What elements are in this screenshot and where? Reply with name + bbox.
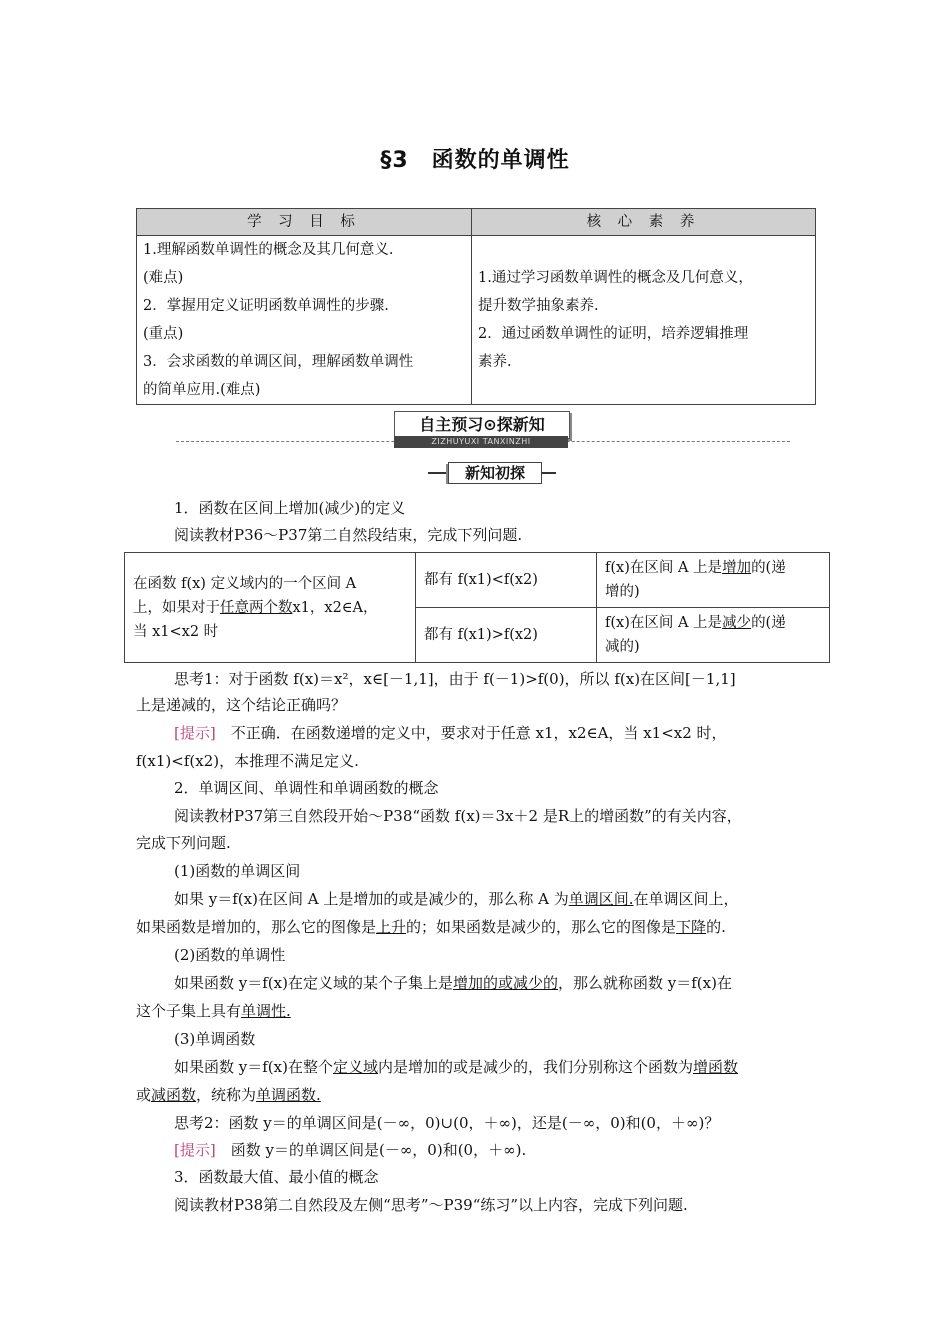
underlined-answer: 减函数 (151, 1086, 197, 1104)
paragraph: 1．函数在区间上增加(减少)的定义 (174, 499, 406, 517)
underlined-answer: 单调函数. (256, 1086, 321, 1104)
hint-label: [提示] (174, 1141, 216, 1159)
goal-line: 3．会求函数的单调区间，理解函数单调性 (143, 354, 414, 370)
paragraph: 阅读教材P36～P37第二自然段结束，完成下列问题. (174, 526, 523, 544)
underlined-answer: 增函数 (693, 1058, 739, 1076)
text: 如果函数 y＝f(x)在定义域的某个子集上是 (174, 974, 453, 992)
hint-text: f(x1)<f(x2)，本推理不满足定义. (136, 752, 359, 770)
text: 这个子集上具有 (136, 1002, 242, 1020)
condition-cell (125, 553, 416, 663)
goals-right-cell (472, 236, 816, 405)
paragraph: 阅读教材P37第三自然段开始～P38“函数 f(x)＝3x＋2 是R上的增函数”的有关内容， (174, 807, 742, 825)
underlined-answer: 单调区间. (568, 890, 634, 908)
goal-line: 1.理解函数单调性的概念及其几何意义. (143, 242, 394, 258)
text: 在单调区间上， (633, 890, 739, 908)
underlined-answer: 定义域 (332, 1058, 378, 1076)
paragraph: 3．函数最大值、最小值的概念 (174, 1168, 379, 1186)
text: 内是增加的或是减少的，我们分别称这个函数为 (377, 1058, 693, 1076)
underlined-answer: 上升 (376, 918, 407, 936)
result-cell (597, 553, 830, 608)
literacy-line: 1.通过学习函数单调性的概念及几何意义， (478, 270, 753, 286)
case-cell: 都有 f(x1)>f(x2) (416, 608, 597, 663)
literacy-line: 素养. (478, 354, 512, 370)
page-title: §3 函数的单调性 (380, 148, 570, 173)
text: 如果函数是增加的，那么它的图像是 (136, 918, 377, 936)
goal-line: (重点) (143, 326, 184, 342)
text: f(x)在区间 A 上是 (605, 615, 723, 631)
text: 的(递 (751, 560, 786, 576)
text: 或 (136, 1086, 152, 1104)
text: 的；如果函数是减少的，那么它的图像是 (406, 918, 677, 936)
text: 如果 y＝f(x)在区间 A 上是增加的或是减少的，那么称 A 为 (174, 890, 569, 908)
underlined-answer: 下降 (676, 918, 707, 936)
goals-header-right: 核 心 素 养 (472, 209, 816, 236)
section-banner-subtitle: ZIZHUYUXI TANXINZHI (394, 436, 568, 448)
think-question: 上是递减的，这个结论正确吗？ (136, 696, 347, 714)
text: ，那么就称函数 y＝f(x)在 (557, 974, 732, 992)
goals-table (136, 208, 816, 405)
subheading: (2)函数的单调性 (174, 946, 286, 964)
case-cell: 都有 f(x1)<f(x2) (416, 553, 597, 608)
underlined-answer: 减少 (722, 615, 752, 631)
subheading: (3)单调函数 (174, 1030, 256, 1048)
think-question: 思考2：函数 y＝的单调区间是(－∞，0)∪(0，＋∞)，还是(－∞，0)和(0，＋∞)？ (174, 1114, 720, 1132)
goal-line: 2．掌握用定义证明函数单调性的步骤. (143, 298, 389, 314)
underlined-answer: 单调性. (241, 1002, 291, 1020)
condition-line: 在函数 f(x) 定义域内的一个区间 A (133, 575, 357, 592)
condition-line: 当 x1<x2 时 (133, 623, 219, 640)
condition-line (133, 596, 407, 620)
literacy-line: 2．通过函数单调性的证明，培养逻辑推理 (478, 326, 749, 342)
text: 的. (706, 918, 726, 936)
text: x1，x2∈A， (292, 599, 378, 616)
hint-text: 函数 y＝的单调区间是(－∞，0)和(0，＋∞). (215, 1141, 527, 1159)
text: ，统称为 (196, 1086, 257, 1104)
text: 的(递 (751, 615, 786, 631)
hint-label: [提示] (174, 724, 216, 742)
paragraph: 完成下列问题. (136, 834, 231, 852)
goals-left-cell (137, 236, 472, 405)
paragraph: 2．单调区间、单调性和单调函数的概念 (174, 779, 439, 797)
text: f(x)在区间 A 上是 (605, 560, 723, 576)
literacy-line: 提升数学抽象素养. (478, 298, 599, 314)
goals-header-left: 学 习 目 标 (137, 209, 472, 236)
underlined-answer: 任意两个数 (220, 599, 293, 616)
text: 减的) (605, 639, 640, 655)
text: 增的) (605, 584, 640, 600)
section-label: 新知初探 (448, 462, 542, 484)
result-cell (597, 608, 830, 663)
paragraph: 阅读教材P38第二自然段及左侧“思考”～P39“练习”以上内容，完成下列问题. (174, 1196, 688, 1214)
section-banner: 自主预习⊙探新知 (394, 411, 570, 439)
definition-table (124, 552, 830, 663)
underlined-answer: 增加 (722, 560, 752, 576)
goal-line: 的简单应用.(难点) (143, 382, 261, 398)
underlined-answer: 增加的或减少的 (452, 974, 558, 992)
text: 上，如果对于 (133, 599, 220, 616)
hint-text: 不正确．在函数递增的定义中，要求对于任意 x1，x2∈A，当 x1<x2 时， (215, 724, 727, 742)
goal-line: (难点) (143, 270, 184, 286)
think-question: 思考1：对于函数 f(x)＝x²，x∈[－1,1]，由于 f(－1)>f(0)，所以 f(x)在区间[－1,1] (174, 670, 736, 688)
subheading: (1)函数的单调区间 (174, 862, 301, 880)
text: 如果函数 y＝f(x)在整个 (174, 1058, 333, 1076)
